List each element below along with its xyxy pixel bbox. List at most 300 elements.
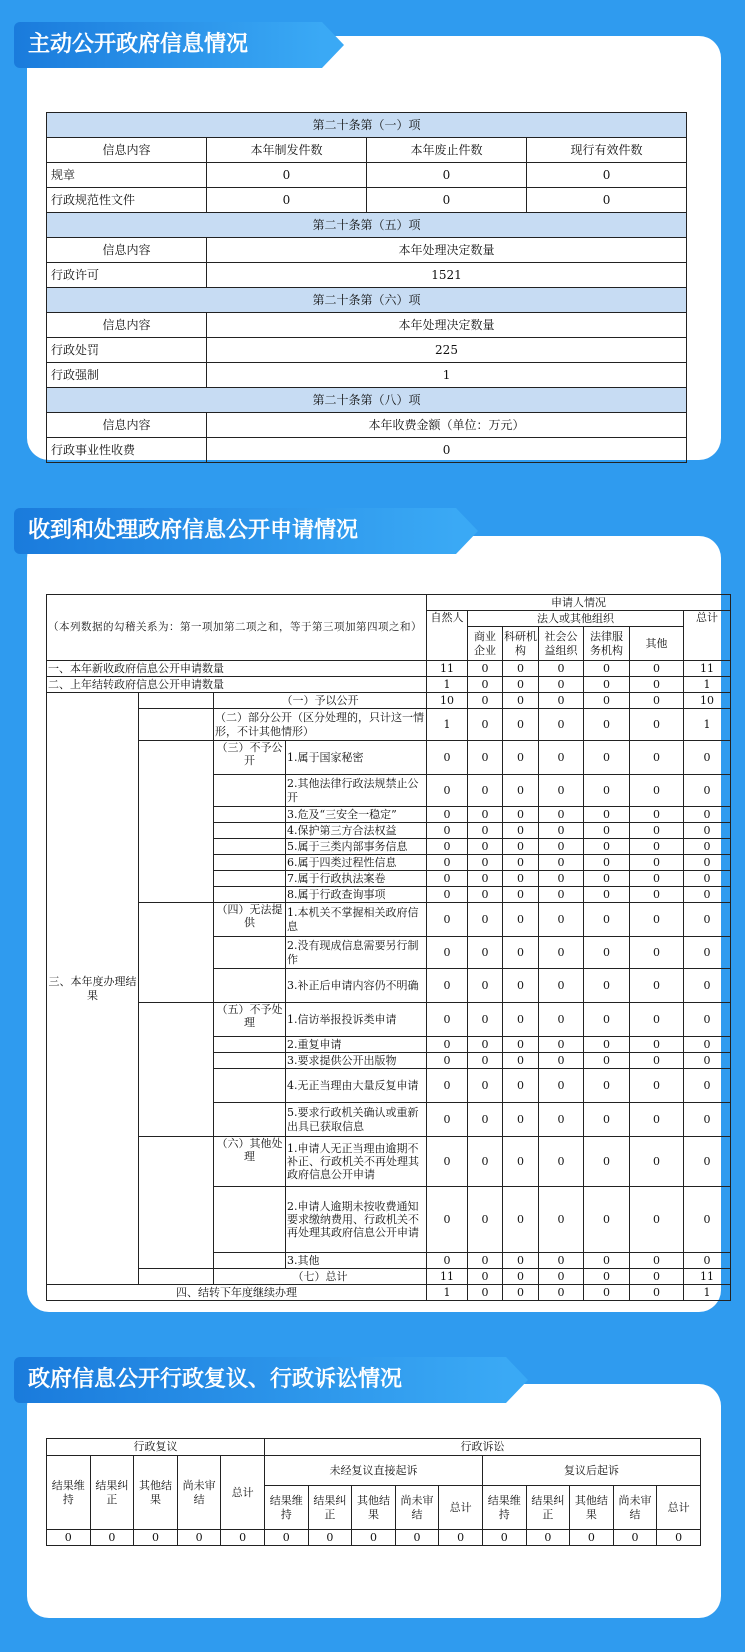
column-header: 结果维持 [482, 1486, 526, 1530]
card [27, 536, 721, 1312]
value-cell: 0 [468, 807, 503, 823]
value-cell: 0 [684, 871, 731, 887]
value-cell: 0 [684, 1053, 731, 1069]
value-cell: 0 [503, 1253, 539, 1269]
value-cell: 0 [584, 855, 630, 871]
active-disclosure-table [46, 112, 687, 463]
value-cell: 0 [482, 1530, 526, 1546]
card [27, 36, 721, 460]
row-label: （一）予以公开 [214, 693, 427, 709]
value-cell: 0 [584, 661, 630, 677]
value-cell: 0 [134, 1530, 178, 1546]
value-cell: 0 [584, 1037, 630, 1053]
value-cell: 0 [584, 1103, 630, 1137]
value-cell: 0 [468, 871, 503, 887]
value-cell: 0 [684, 1069, 731, 1103]
column-header: 现行有效件数 [527, 138, 687, 163]
section-title: 主动公开政府信息情况 [14, 22, 322, 68]
value-cell: 0 [684, 741, 731, 775]
row-label: 2.申请人逾期未按收费通知要求缴纳费用、行政机关不再处理其政府信息公开申请 [286, 1187, 427, 1253]
value-cell: 0 [684, 1137, 731, 1187]
table-row [47, 163, 687, 188]
value-cell: 0 [503, 1069, 539, 1103]
row-label: 3.其他 [286, 1253, 427, 1269]
value-cell: 0 [468, 709, 503, 741]
row-label: 1.属于国家秘密 [286, 741, 427, 775]
value-cell: 0 [527, 188, 687, 213]
table-row [47, 709, 731, 741]
column-header: 总计 [684, 611, 731, 661]
value-cell: 0 [684, 1253, 731, 1269]
value-cell: 1 [427, 1285, 468, 1301]
value-cell: 0 [684, 903, 731, 937]
column-header: 其他结果 [134, 1456, 178, 1530]
value-cell: 0 [539, 871, 584, 887]
spacer-cell [214, 969, 286, 1003]
value-cell: 0 [630, 1053, 684, 1069]
value-cell: 0 [684, 1037, 731, 1053]
section-heading-row [47, 113, 687, 138]
value-cell: 0 [570, 1530, 614, 1546]
column-header: 科研机构 [503, 627, 539, 661]
value-cell: 0 [539, 677, 584, 693]
column-header: 其他结果 [570, 1486, 614, 1530]
section-heading-row [47, 388, 687, 413]
value-cell: 0 [584, 823, 630, 839]
column-header: 结果纠正 [308, 1486, 352, 1530]
row-label: 1.申请人无正当理由逾期不补正、行政机关不再处理其政府信息公开申请 [286, 1137, 427, 1187]
value-cell: 0 [684, 969, 731, 1003]
value-cell: 0 [90, 1530, 134, 1546]
value-cell: 1 [684, 1285, 731, 1301]
row-label: 3.要求提供公开出版物 [286, 1053, 427, 1069]
value-cell: 0 [468, 775, 503, 807]
value-cell: 0 [584, 937, 630, 969]
spacer-cell [214, 1103, 286, 1137]
value-cell: 0 [539, 887, 584, 903]
value-cell: 0 [584, 871, 630, 887]
column-header: 其他 [630, 627, 684, 661]
value-cell: 0 [539, 1037, 584, 1053]
row-label: 4.无正当理由大量反复申请 [286, 1069, 427, 1103]
column-header: 信息内容 [47, 313, 207, 338]
column-header: 结果纠正 [526, 1486, 570, 1530]
column-header: 商业企业 [468, 627, 503, 661]
group-label: （三）不予公开 [214, 741, 286, 775]
value-cell: 0 [630, 1253, 684, 1269]
value-cell: 0 [468, 1003, 503, 1037]
value-cell: 0 [352, 1530, 396, 1546]
value-cell: 0 [427, 823, 468, 839]
spacer-cell [214, 1053, 286, 1069]
value-cell: 0 [539, 1137, 584, 1187]
column-header: 本年制发件数 [207, 138, 367, 163]
value-cell: 0 [395, 1530, 439, 1546]
value-cell: 0 [207, 163, 367, 188]
value-cell: 0 [503, 871, 539, 887]
value-cell: 0 [468, 1053, 503, 1069]
value-cell: 0 [630, 887, 684, 903]
applications-table [46, 594, 731, 1301]
value-cell: 0 [630, 937, 684, 969]
spacer-cell [139, 709, 214, 741]
value-cell: 0 [539, 741, 584, 775]
value-cell: 0 [503, 1285, 539, 1301]
spacer-cell [214, 807, 286, 823]
review-litigation-table [46, 1438, 701, 1546]
header-row [47, 1439, 701, 1456]
table-row [47, 438, 687, 463]
row-label: 一、本年新收政府信息公开申请数量 [47, 661, 427, 677]
spacer-cell [139, 1003, 214, 1137]
column-header: 本年处理决定数量 [207, 238, 687, 263]
value-cell: 0 [427, 887, 468, 903]
group-label: （五）不予处理 [214, 1003, 286, 1037]
column-header: 未经复议直接起诉 [264, 1456, 482, 1486]
column-header-row [47, 238, 687, 263]
value-cell: 0 [427, 741, 468, 775]
value-cell: 0 [468, 1137, 503, 1187]
value-cell: 0 [468, 693, 503, 709]
value-cell: 0 [503, 693, 539, 709]
value-cell: 0 [584, 903, 630, 937]
value-cell: 0 [584, 1253, 630, 1269]
note-cell: （本列数据的勾稽关系为：第一项加第二项之和，等于第三项加第四项之和） [47, 595, 427, 661]
value-cell: 0 [503, 661, 539, 677]
value-cell: 0 [503, 1269, 539, 1285]
value-cell: 0 [503, 903, 539, 937]
value-cell: 0 [503, 807, 539, 823]
value-cell: 0 [539, 903, 584, 937]
value-cell: 0 [468, 855, 503, 871]
value-cell: 0 [427, 871, 468, 887]
table-row [47, 363, 687, 388]
spacer-cell [139, 1137, 214, 1269]
section-title: 收到和处理政府信息公开申请情况 [14, 508, 456, 554]
value-cell: 0 [684, 1003, 731, 1037]
value-cell: 0 [584, 1269, 630, 1285]
column-header: 法律服务机构 [584, 627, 630, 661]
value-cell: 0 [503, 1187, 539, 1253]
column-header-row [47, 138, 687, 163]
value-cell: 1 [427, 709, 468, 741]
spacer-cell [214, 871, 286, 887]
row-label: 3.危及“三安全一稳定” [286, 807, 427, 823]
column-header-row [47, 413, 687, 438]
column-header: 本年废止件数 [367, 138, 527, 163]
value-cell: 0 [503, 709, 539, 741]
row-label: （七）总计 [214, 1269, 427, 1285]
value-cell: 0 [630, 1003, 684, 1037]
value-cell: 0 [630, 677, 684, 693]
value-cell: 0 [630, 823, 684, 839]
value-cell: 0 [539, 709, 584, 741]
value-cell: 0 [468, 1285, 503, 1301]
value-cell: 0 [468, 1269, 503, 1285]
value-cell: 0 [539, 693, 584, 709]
value-cell: 225 [207, 338, 687, 363]
row-label: 行政规范性文件 [47, 188, 207, 213]
value-cell: 0 [684, 887, 731, 903]
value-cell: 0 [427, 775, 468, 807]
value-cell: 0 [584, 839, 630, 855]
value-cell: 0 [427, 1103, 468, 1137]
spacer-cell [139, 1269, 214, 1285]
value-cell: 0 [539, 1003, 584, 1037]
value-cell: 0 [539, 1187, 584, 1253]
value-cell: 0 [539, 1269, 584, 1285]
value-cell: 0 [427, 839, 468, 855]
row-label: （二）部分公开（区分处理的，只计这一情形，不计其他情形） [214, 709, 427, 741]
value-cell: 0 [630, 661, 684, 677]
value-cell: 0 [503, 1137, 539, 1187]
spacer-cell [139, 693, 214, 709]
value-cell: 0 [630, 839, 684, 855]
spacer-cell [139, 741, 214, 903]
value-cell: 0 [503, 775, 539, 807]
value-cell: 0 [207, 438, 687, 463]
value-cell: 0 [630, 709, 684, 741]
spacer-cell [214, 839, 286, 855]
value-cell: 0 [630, 1037, 684, 1053]
column-header: 结果维持 [47, 1456, 91, 1530]
value-cell: 0 [584, 693, 630, 709]
row-label: 2.重复申请 [286, 1037, 427, 1053]
column-header: 总计 [657, 1486, 701, 1530]
value-cell: 0 [539, 807, 584, 823]
value-cell: 1521 [207, 263, 687, 288]
row-label: 3.补正后申请内容仍不明确 [286, 969, 427, 1003]
value-cell: 0 [684, 1103, 731, 1137]
value-cell: 0 [630, 871, 684, 887]
value-cell: 0 [526, 1530, 570, 1546]
spacer-cell [214, 887, 286, 903]
value-cell: 0 [427, 1187, 468, 1253]
value-cell: 0 [468, 1103, 503, 1137]
column-header: 总计 [439, 1486, 483, 1530]
value-cell: 0 [427, 807, 468, 823]
table-row [47, 693, 731, 709]
value-cell: 0 [584, 1053, 630, 1069]
value-cell: 0 [539, 1253, 584, 1269]
value-cell: 0 [630, 903, 684, 937]
value-cell: 0 [503, 969, 539, 1003]
value-cell: 0 [584, 807, 630, 823]
column-header: 结果维持 [264, 1486, 308, 1530]
header-row [47, 1456, 701, 1486]
value-cell: 0 [427, 1069, 468, 1103]
row-label: 5.属于三类内部事务信息 [286, 839, 427, 855]
section-heading: 第二十条第（一）项 [47, 113, 687, 138]
value-cell: 0 [630, 807, 684, 823]
value-cell: 0 [584, 1285, 630, 1301]
column-header: 自然人 [427, 611, 468, 661]
value-cell: 0 [427, 1037, 468, 1053]
value-cell: 0 [47, 1530, 91, 1546]
row-label: 规章 [47, 163, 207, 188]
row-label: 2.其他法律行政法规禁止公开 [286, 775, 427, 807]
section-heading-row [47, 213, 687, 238]
value-cell: 0 [503, 677, 539, 693]
table-row [47, 188, 687, 213]
value-cell: 0 [684, 823, 731, 839]
value-cell: 0 [427, 855, 468, 871]
value-cell: 0 [427, 969, 468, 1003]
value-cell: 0 [684, 1187, 731, 1253]
column-header: 尚未审结 [395, 1486, 439, 1530]
group-label: （六）其他处理 [214, 1137, 286, 1187]
section-heading: 第二十条第（八）项 [47, 388, 687, 413]
value-cell: 10 [427, 693, 468, 709]
row-label: 4.保护第三方合法权益 [286, 823, 427, 839]
value-cell: 0 [468, 937, 503, 969]
value-cell: 0 [539, 1069, 584, 1103]
row-label: 2.没有现成信息需要另行制作 [286, 937, 427, 969]
column-header: 行政复议 [47, 1439, 265, 1456]
value-cell: 0 [584, 1003, 630, 1037]
value-cell: 0 [539, 1285, 584, 1301]
table-row [47, 1285, 731, 1301]
value-cell: 0 [468, 1253, 503, 1269]
table-row [47, 903, 731, 937]
value-cell: 1 [684, 709, 731, 741]
section-heading: 第二十条第（六）项 [47, 288, 687, 313]
row-label: 四、结转下年度继续办理 [47, 1285, 427, 1301]
row-label: 5.要求行政机关确认或重新出具已获取信息 [286, 1103, 427, 1137]
value-cell: 1 [684, 677, 731, 693]
value-cell: 0 [427, 937, 468, 969]
column-header: 复议后起诉 [482, 1456, 700, 1486]
value-cell: 0 [468, 677, 503, 693]
value-cell: 0 [584, 709, 630, 741]
table-row [47, 741, 731, 775]
group-label: （四）无法提供 [214, 903, 286, 937]
column-header: 信息内容 [47, 138, 207, 163]
value-cell: 0 [367, 163, 527, 188]
value-cell: 0 [630, 855, 684, 871]
table-row [47, 1003, 731, 1037]
value-cell: 0 [468, 903, 503, 937]
value-cell: 0 [468, 887, 503, 903]
row-label: 6.属于四类过程性信息 [286, 855, 427, 871]
value-cell: 0 [539, 1103, 584, 1137]
value-cell: 0 [427, 1137, 468, 1187]
column-header: 信息内容 [47, 238, 207, 263]
spacer-cell [214, 855, 286, 871]
value-cell: 0 [584, 1137, 630, 1187]
value-cell: 0 [630, 1187, 684, 1253]
spacer-cell [214, 1069, 286, 1103]
row-label: 行政事业性收费 [47, 438, 207, 463]
value-cell: 0 [439, 1530, 483, 1546]
value-cell: 0 [468, 839, 503, 855]
value-cell: 0 [630, 741, 684, 775]
value-cell: 0 [468, 661, 503, 677]
value-cell: 0 [684, 855, 731, 871]
value-cell: 0 [584, 741, 630, 775]
value-cell: 1 [207, 363, 687, 388]
column-header: 其他结果 [352, 1486, 396, 1530]
value-cell: 0 [630, 1103, 684, 1137]
section-title: 政府信息公开行政复议、行政诉讼情况 [14, 1357, 506, 1403]
row-label: 1.信访举报投诉类申请 [286, 1003, 427, 1037]
value-cell: 0 [527, 163, 687, 188]
value-cell: 0 [630, 693, 684, 709]
value-cell: 0 [503, 741, 539, 775]
value-cell: 0 [684, 937, 731, 969]
value-cell: 0 [539, 1053, 584, 1069]
section-heading-row [47, 288, 687, 313]
value-cell: 0 [539, 775, 584, 807]
value-cell: 0 [503, 839, 539, 855]
column-header: 尚未审结 [177, 1456, 221, 1530]
column-header: 本年处理决定数量 [207, 313, 687, 338]
value-cell: 0 [207, 188, 367, 213]
value-cell: 0 [427, 1003, 468, 1037]
value-cell: 11 [684, 661, 731, 677]
value-cell: 0 [221, 1530, 265, 1546]
value-cell: 0 [427, 903, 468, 937]
value-cell: 0 [177, 1530, 221, 1546]
row-label: 二、上年结转政府信息公开申请数量 [47, 677, 427, 693]
row-label: 行政处罚 [47, 338, 207, 363]
value-cell: 0 [584, 887, 630, 903]
value-cell: 0 [584, 775, 630, 807]
row-label: 7.属于行政执法案卷 [286, 871, 427, 887]
column-header: 法人或其他组织 [468, 611, 684, 627]
table-row [47, 1530, 701, 1546]
table-row [47, 677, 731, 693]
spacer-cell [139, 903, 214, 1003]
column-header: 行政诉讼 [264, 1439, 700, 1456]
row-label: 行政许可 [47, 263, 207, 288]
spacer-cell [214, 775, 286, 807]
value-cell: 0 [684, 839, 731, 855]
column-header: 申请人情况 [427, 595, 731, 611]
spacer-cell [214, 823, 286, 839]
row-label: 行政强制 [47, 363, 207, 388]
value-cell: 0 [308, 1530, 352, 1546]
column-header: 社会公益组织 [539, 627, 584, 661]
value-cell: 0 [630, 1285, 684, 1301]
value-cell: 0 [503, 1053, 539, 1069]
value-cell: 0 [468, 741, 503, 775]
value-cell: 0 [264, 1530, 308, 1546]
value-cell: 0 [367, 188, 527, 213]
value-cell: 11 [427, 661, 468, 677]
column-header: 尚未审结 [613, 1486, 657, 1530]
value-cell: 0 [630, 1269, 684, 1285]
column-header: 本年收费金额（单位：万元） [207, 413, 687, 438]
column-header: 信息内容 [47, 413, 207, 438]
value-cell: 0 [539, 839, 584, 855]
column-header-row [47, 313, 687, 338]
value-cell: 0 [539, 661, 584, 677]
value-cell: 0 [503, 937, 539, 969]
spacer-cell [214, 1037, 286, 1053]
row-label: 三、本年度办理结果 [47, 693, 139, 1285]
value-cell: 0 [539, 937, 584, 969]
value-cell: 0 [503, 887, 539, 903]
value-cell: 0 [630, 775, 684, 807]
value-cell: 0 [503, 1103, 539, 1137]
value-cell: 0 [468, 1069, 503, 1103]
header-row [47, 595, 731, 611]
value-cell: 0 [503, 855, 539, 871]
value-cell: 0 [468, 823, 503, 839]
value-cell: 0 [584, 1187, 630, 1253]
row-label: 1.本机关不掌握相关政府信息 [286, 903, 427, 937]
